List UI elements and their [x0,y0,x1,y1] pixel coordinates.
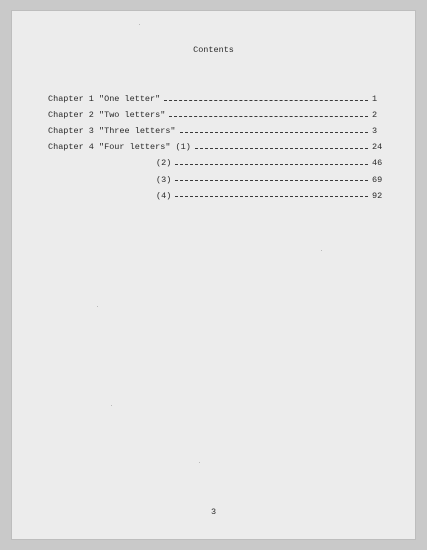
toc-entry-label: (4) [156,190,172,201]
dotted-leader [180,132,368,133]
toc-entry-chapter-4-part-3 [48,171,388,187]
paper-speck [139,24,140,25]
paper-speck [97,306,98,307]
toc-entry-chapter-2 [48,107,388,123]
toc-entry-label: Chapter 1 "One letter" [48,94,161,105]
toc-entry-chapter-4-part-1 [48,139,388,155]
dotted-leader [175,196,368,197]
toc-entry-page: 46 [372,158,383,169]
toc-entry-label: (3) [156,174,172,185]
dotted-leader [195,148,368,149]
toc-entry-label: Chapter 2 "Two letters" [48,110,166,121]
toc-entry-page: 1 [372,94,378,105]
toc-entry-page: 24 [372,142,383,153]
paper-speck [321,250,322,251]
dotted-leader [175,164,368,165]
page-number: 3 [210,507,217,517]
toc-entry-label: Chapter 3 "Three letters" [48,126,176,137]
paper-speck [111,405,112,406]
page-title: Contents [193,45,234,55]
toc-entry-chapter-4-part-2 [48,155,388,171]
dotted-leader [169,116,368,117]
toc-entry-label: (2) [156,158,172,169]
document-page [11,10,416,540]
toc-entry-chapter-4-part-4 [48,188,388,204]
toc-entry-page: 3 [372,126,378,137]
paper-speck [199,462,200,463]
dotted-leader [164,100,368,101]
toc-entry-chapter-1 [48,91,388,107]
toc-entry-label: Chapter 4 "Four letters" (1) [48,142,191,153]
toc-entry-page: 92 [372,190,383,201]
toc-entry-page: 69 [372,174,383,185]
toc-entry-chapter-3 [48,123,388,139]
toc-entry-page: 2 [372,110,378,121]
dotted-leader [175,180,368,181]
table-of-contents [48,91,388,204]
